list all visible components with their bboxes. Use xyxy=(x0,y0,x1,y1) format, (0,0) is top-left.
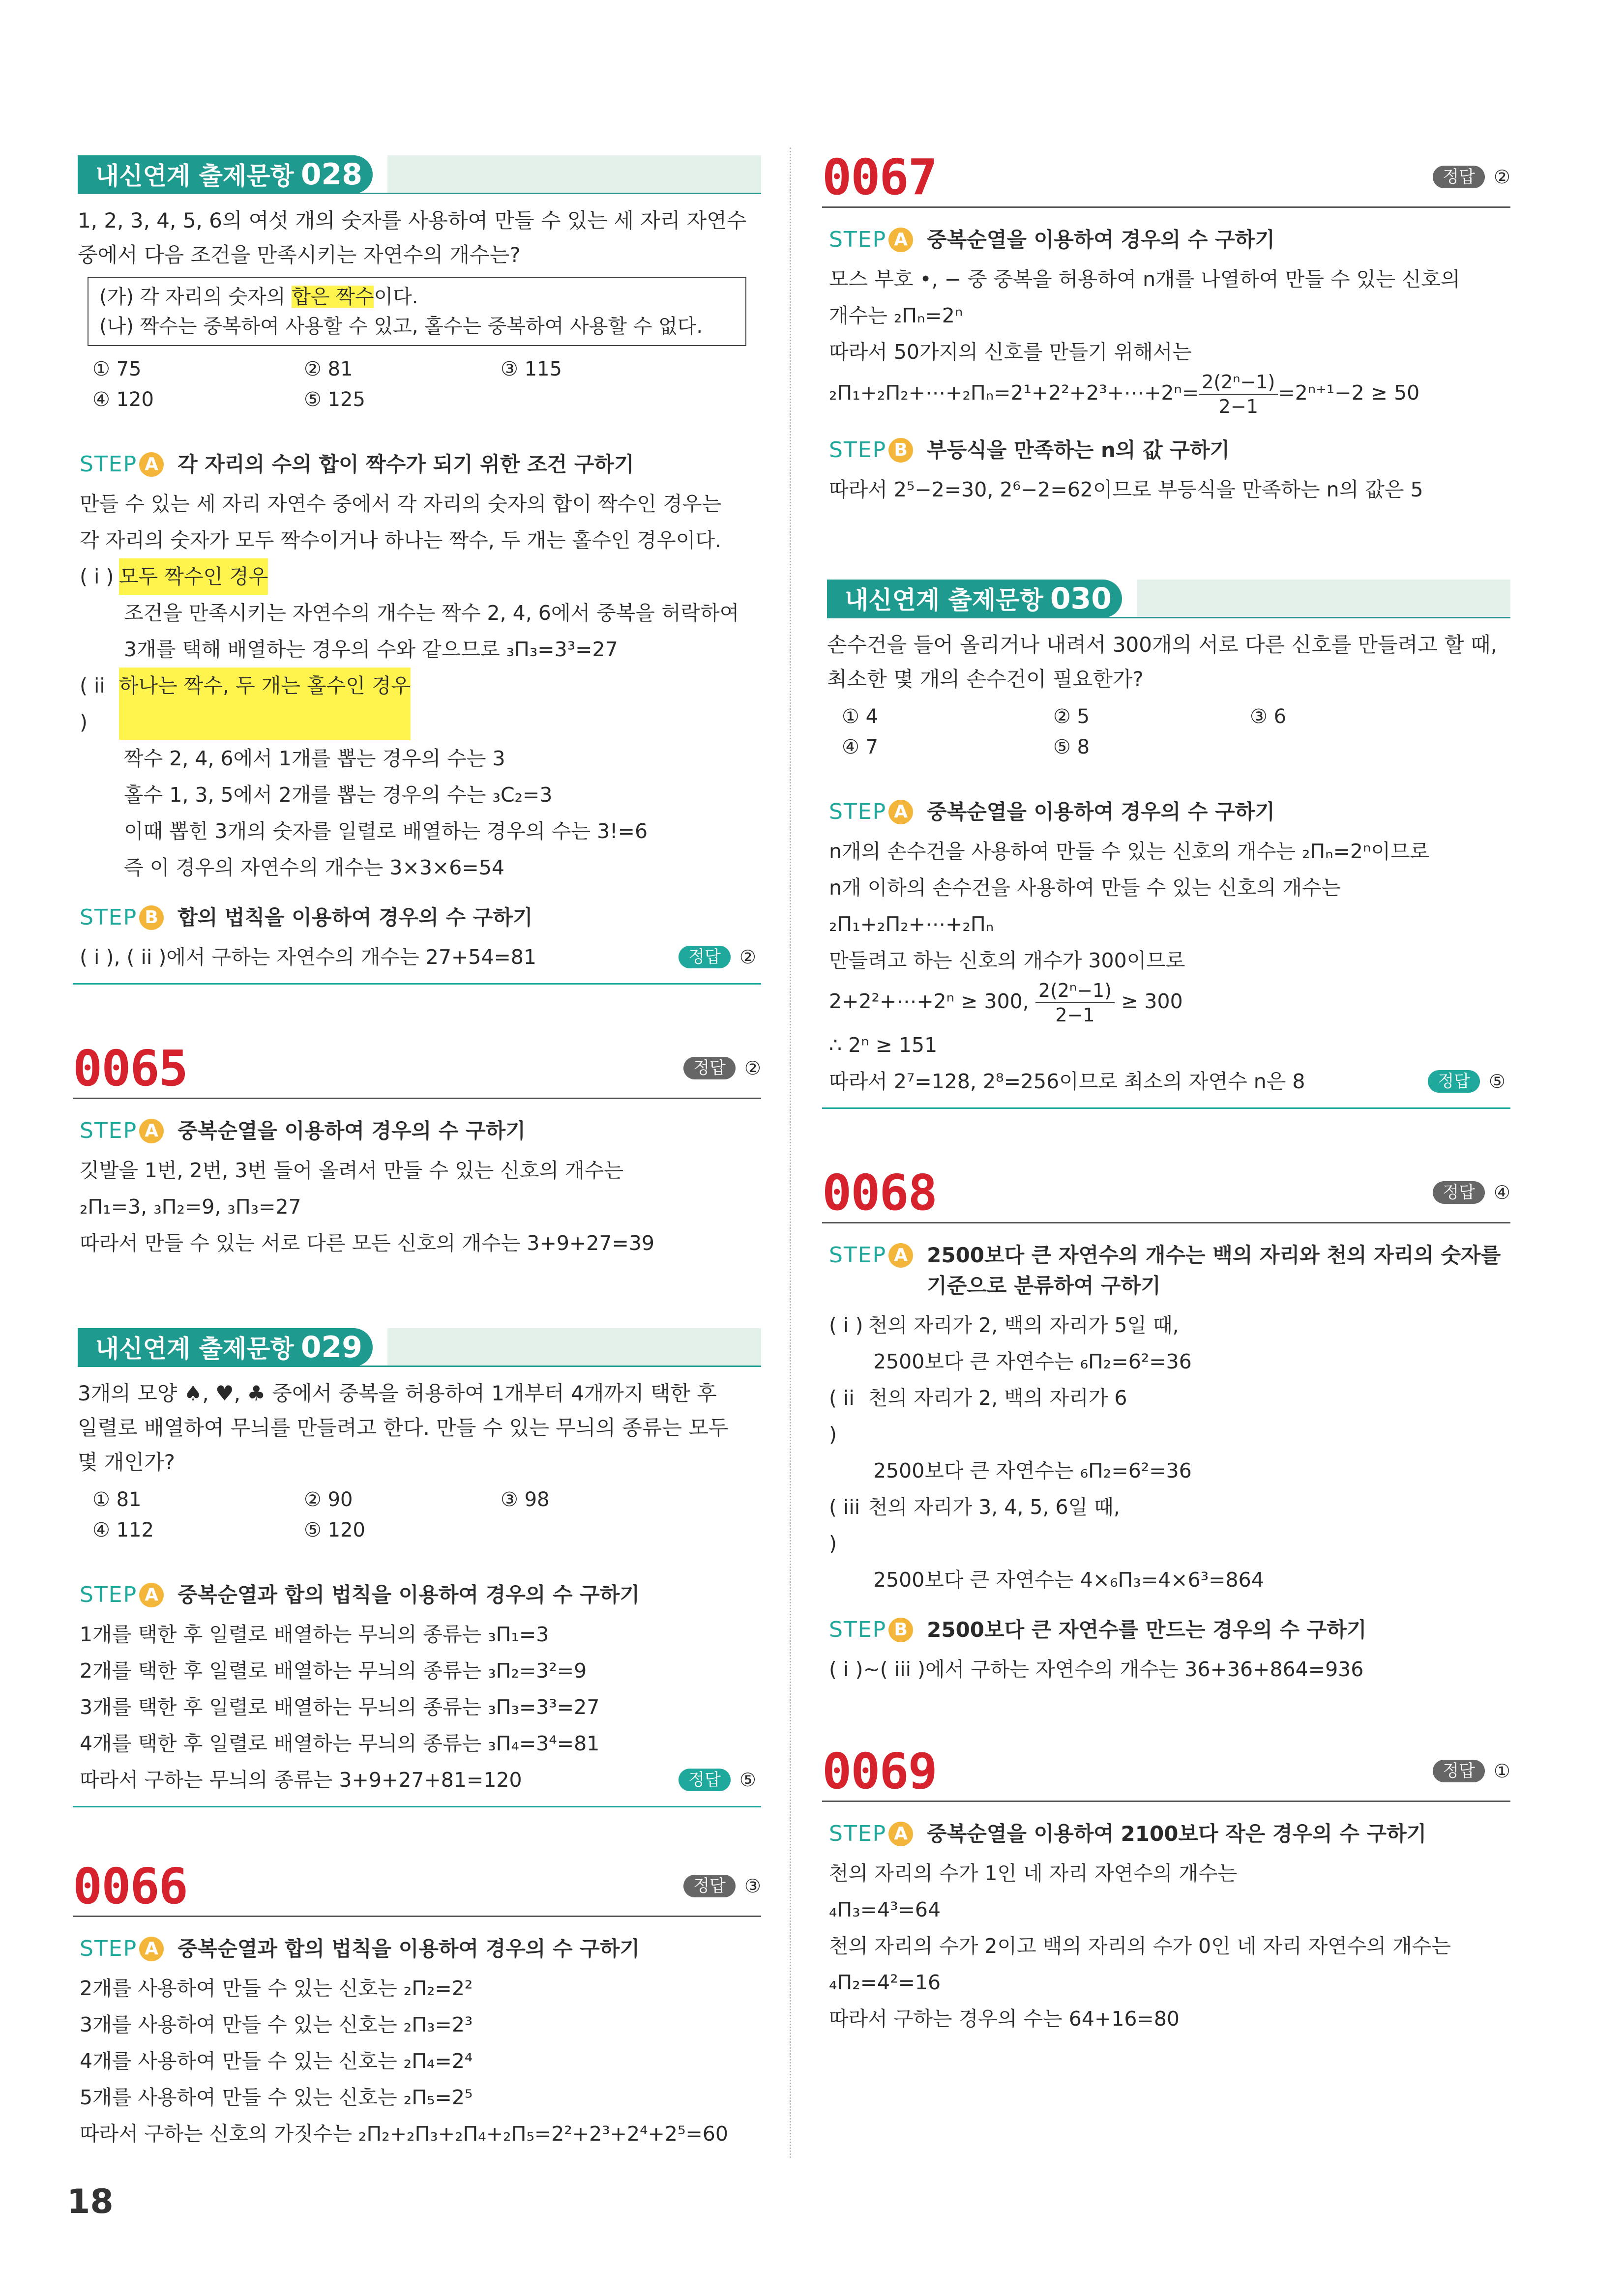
step-badge: B xyxy=(888,1618,913,1642)
choice-item: ④ 112 xyxy=(92,1519,154,1541)
p0068-step-b-body xyxy=(829,1651,1510,1687)
choice-item: ④ 120 xyxy=(92,388,154,411)
solution-line: 천의 자리의 수가 1인 네 자리 자연수의 개수는 xyxy=(829,1861,1238,1885)
solution-line: 3개를 사용하여 만들 수 있는 신호는 ₂Π₃=2³ xyxy=(80,2013,473,2036)
step-title xyxy=(927,1240,1501,1301)
choice-item: ④ 7 xyxy=(842,736,879,758)
step-label: STEP xyxy=(829,1821,887,1846)
q030-tag-number: 030 xyxy=(1050,581,1112,616)
answer-pill: 정답 xyxy=(683,1875,736,1897)
q029-tag xyxy=(78,1328,373,1366)
solution-line: 2개를 사용하여 만들 수 있는 신호는 ₂Π₂=2² xyxy=(80,1976,473,2000)
choice-item: ③ 6 xyxy=(1250,705,1287,728)
q030-header-ghost xyxy=(1137,580,1510,617)
choice-item: ② 90 xyxy=(304,1488,353,1511)
problem-number: 0066 xyxy=(73,1857,187,1915)
solution-line: 개수는 ₂Πₙ=2ⁿ xyxy=(829,304,963,327)
q030-header-line xyxy=(827,617,1510,618)
choice-item: ⑤ 125 xyxy=(304,388,365,411)
q030-end-rule xyxy=(822,1107,1510,1109)
solution-line: 2개를 택한 후 일렬로 배열하는 무늬의 종류는 ₃Π₂=3²=9 xyxy=(80,1659,587,1683)
answer-value: ③ xyxy=(744,1875,761,1897)
q030-question-line: 손수건을 들어 올리거나 내려서 300개의 서로 다른 신호를 만들려고 할 때, xyxy=(827,633,1498,657)
solution-line: 따라서 50가지의 신호를 만들기 위해서는 xyxy=(829,340,1192,364)
solution-line: ( i ), ( ii )에서 구하는 자연수의 개수는 27+54=81 xyxy=(80,945,536,969)
p0068-case-2 xyxy=(829,1380,1510,1453)
q030-tag xyxy=(827,580,1122,618)
p0067-step-a-heading xyxy=(829,225,1510,255)
p0069-body xyxy=(829,1855,1510,2037)
q029-header-line xyxy=(78,1366,761,1367)
q028-header-line xyxy=(78,193,761,194)
q029-header-ghost xyxy=(387,1328,761,1366)
problem-number: 0065 xyxy=(73,1039,187,1097)
answer-badge xyxy=(679,939,756,975)
p0066-body xyxy=(80,1970,761,2152)
q029-tag-label: 내신연계 출제문항 xyxy=(95,1335,294,1363)
step-title: 중복순열을 이용하여 경우의 수 구하기 xyxy=(927,800,1275,824)
solution-line: 2500보다 큰 자연수는 4×₆Π₃=4×6³=864 xyxy=(873,1568,1264,1592)
case-roman: ( i ) xyxy=(829,1313,863,1337)
step-label: STEP xyxy=(829,227,887,252)
answer-pill: 정답 xyxy=(1433,1181,1485,1204)
p0068-step-a-heading xyxy=(829,1240,1510,1301)
p0069-header xyxy=(822,1742,1510,1802)
solution-line: 천의 자리가 2, 백의 자리가 6 xyxy=(868,1386,1127,1410)
p0069-step-a-heading xyxy=(829,1819,1510,1849)
solution-line: 홀수 1, 3, 5에서 2개를 뽑는 경우의 수는 ₃C₂=3 xyxy=(124,783,553,807)
solution-line: 짝수 2, 4, 6에서 1개를 뽑는 경우의 수는 3 xyxy=(124,747,505,770)
answer-pill: 정답 xyxy=(1433,166,1485,188)
solution-line: 만들 수 있는 세 자리 자연수 중에서 각 자리의 숫자의 합이 짝수인 경우는 xyxy=(80,492,721,516)
solution-line: ₂Π₁+₂Π₂+⋯+₂Πₙ xyxy=(829,912,994,936)
q030-question xyxy=(827,628,1506,697)
math-expression: ₂Π₁+₂Π₂+⋯+₂Πₙ=2¹+2²+2³+⋯+2ⁿ= xyxy=(829,381,1199,405)
q030-question-line: 최소한 몇 개의 손수건이 필요한가? xyxy=(827,667,1144,691)
q028-cond-a-highlight: 합은 짝수 xyxy=(292,286,374,308)
math-expression: =2ⁿ⁺¹−2 ≥ 50 xyxy=(1278,381,1420,405)
q030-choices xyxy=(842,701,1496,762)
solution-line xyxy=(829,979,1510,1027)
q028-condition-box xyxy=(88,277,746,346)
q028-header-ghost xyxy=(387,155,761,193)
answer-value: ② xyxy=(739,946,756,968)
q029-end-rule xyxy=(73,1806,761,1807)
answer-value: ⑤ xyxy=(739,1769,756,1791)
solution-line: 따라서 구하는 신호의 가짓수는 ₂Π₂+₂Π₃+₂Π₄+₂Π₅=2²+2³+2⁴+2⁵=60 xyxy=(80,2122,728,2146)
q028-condition-b: (나) 짝수는 중복하여 사용할 수 있고, 홀수는 중복하여 사용할 수 없다. xyxy=(99,315,703,338)
step-badge: A xyxy=(139,452,164,477)
answer-badge xyxy=(1433,1181,1510,1204)
fraction-numerator: 2(2ⁿ−1) xyxy=(1199,370,1278,395)
solution-line: ₄Π₃=4³=64 xyxy=(829,1898,941,1921)
answer-pill: 정답 xyxy=(679,1769,731,1791)
p0068-header xyxy=(822,1163,1510,1223)
solution-line: 따라서 2⁷=128, 2⁸=256이므로 최소의 자연수 n은 8 xyxy=(829,1070,1305,1093)
answer-pill: 정답 xyxy=(1428,1070,1480,1093)
step-title: 중복순열을 이용하여 경우의 수 구하기 xyxy=(927,228,1275,252)
q029-question-line: 몇 개인가? xyxy=(78,1450,175,1474)
solution-line: 깃발을 1번, 2번, 3번 들어 올려서 만들 수 있는 신호의 개수는 xyxy=(80,1159,623,1182)
fraction-denominator: 2−1 xyxy=(1218,396,1258,417)
solution-line: ∴ 2ⁿ ≥ 151 xyxy=(829,1033,938,1057)
solution-line: 2500보다 큰 자연수는 ₆Π₂=6²=36 xyxy=(873,1350,1192,1373)
step-badge: A xyxy=(888,1822,913,1846)
q029-question xyxy=(78,1376,756,1480)
answer-badge xyxy=(1433,166,1510,188)
step-title-line: 기준으로 분류하여 구하기 xyxy=(927,1274,1161,1298)
math-expression: 2+2²+⋯+2ⁿ ≥ 300, xyxy=(829,989,1035,1013)
q030-final-row xyxy=(829,1063,1510,1100)
q028-tag-label: 내신연계 출제문항 xyxy=(95,162,294,190)
p0067-step-b-body xyxy=(829,471,1510,508)
solution-line: 모스 부호 •, − 중 중복을 허용하여 n개를 나열하여 만들 수 있는 신호의 xyxy=(829,267,1460,291)
fraction xyxy=(1035,979,1115,1027)
left-column xyxy=(73,147,761,2152)
p0067-step-a-body xyxy=(829,261,1510,418)
p0065-header xyxy=(73,1039,761,1099)
step-badge: B xyxy=(888,438,913,463)
math-expression: ≥ 300 xyxy=(1115,989,1183,1013)
solution-line: ₂Π₁=3, ₃Π₂=9, ₃Π₃=27 xyxy=(80,1195,301,1219)
step-title: 중복순열과 합의 법칙을 이용하여 경우의 수 구하기 xyxy=(177,1937,640,1961)
step-label: STEP xyxy=(829,437,887,463)
answer-value: ② xyxy=(1493,166,1510,188)
q028-question-line: 1, 2, 3, 4, 5, 6의 여섯 개의 숫자를 사용하여 만들 수 있는 세 자리 자연수 xyxy=(78,208,747,233)
step-badge: A xyxy=(888,228,913,252)
answer-badge xyxy=(683,1875,761,1897)
p0068-step-a-body xyxy=(829,1307,1510,1598)
answer-value: ⑤ xyxy=(1488,1071,1506,1092)
p0065-step-a-heading xyxy=(80,1116,761,1146)
solution-line: 따라서 2⁵−2=30, 2⁶−2=62이므로 부등식을 만족하는 n의 값은 5 xyxy=(829,478,1423,501)
choice-item: ⑤ 8 xyxy=(1053,736,1090,758)
step-label: STEP xyxy=(80,905,138,930)
step-title: 중복순열과 합의 법칙을 이용하여 경우의 수 구하기 xyxy=(177,1583,640,1607)
solution-line: 천의 자리가 3, 4, 5, 6일 때, xyxy=(868,1495,1120,1519)
case-roman: ( iii ) xyxy=(829,1495,860,1555)
answer-pill: 정답 xyxy=(1433,1760,1485,1782)
solution-line: 각 자리의 숫자가 모두 짝수이거나 하나는 짝수, 두 개는 홀수인 경우이다. xyxy=(80,528,721,552)
step-title: 부등식을 만족하는 n의 값 구하기 xyxy=(927,438,1230,462)
step-label: STEP xyxy=(829,799,887,824)
answer-pill: 정답 xyxy=(679,946,731,968)
case-title: 모두 짝수인 경우 xyxy=(119,558,268,595)
q028-condition-a xyxy=(99,282,735,312)
p0067-header xyxy=(822,147,1510,208)
choice-item: ② 5 xyxy=(1053,705,1090,728)
p0068-step-b-heading xyxy=(829,1615,1510,1645)
q029-tag-number: 029 xyxy=(300,1330,363,1365)
case-roman: ( ii ) xyxy=(829,1386,855,1446)
solution-line: 2500보다 큰 자연수는 ₆Π₂=6²=36 xyxy=(873,1459,1192,1482)
step-badge: A xyxy=(139,1119,164,1143)
answer-badge xyxy=(683,1057,761,1079)
p0066-header xyxy=(73,1857,761,1917)
step-badge: A xyxy=(139,1937,164,1961)
step-label: STEP xyxy=(80,1118,138,1143)
solution-line: 1개를 택한 후 일렬로 배열하는 무늬의 종류는 ₃Π₁=3 xyxy=(80,1623,549,1646)
choice-item: ⑤ 120 xyxy=(304,1519,365,1541)
solution-line: 천의 자리가 2, 백의 자리가 5일 때, xyxy=(868,1313,1179,1337)
step-badge: A xyxy=(888,1243,913,1268)
q030-tag-label: 내신연계 출제문항 xyxy=(845,586,1043,614)
q028-question-line: 중에서 다음 조건을 만족시키는 자연수의 개수는? xyxy=(78,243,521,267)
q028-step-a-heading xyxy=(80,449,761,480)
page-number: 18 xyxy=(67,2182,114,2221)
q029-final-row xyxy=(80,1762,761,1798)
q029-question-line: 3개의 모양 ♠, ♥, ♣ 중에서 중복을 허용하여 1개부터 4개까지 택한 후 xyxy=(78,1381,717,1405)
choice-item: ① 81 xyxy=(92,1488,142,1511)
solution-line: 즉 이 경우의 자연수의 개수는 3×3×6=54 xyxy=(124,856,504,879)
step-label: STEP xyxy=(80,1936,138,1961)
step-label: STEP xyxy=(829,1617,887,1642)
choice-item: ③ 115 xyxy=(501,358,562,380)
q030-header xyxy=(822,572,1510,621)
solution-line: n개의 손수건을 사용하여 만들 수 있는 신호의 개수는 ₂Πₙ=2ⁿ이므로 xyxy=(829,840,1430,863)
solution-line: n개 이하의 손수건을 사용하여 만들 수 있는 신호의 개수는 xyxy=(829,876,1341,900)
answer-value: ① xyxy=(1493,1760,1510,1782)
q028-case-2 xyxy=(80,668,761,740)
solution-line: 조건을 만족시키는 자연수의 개수는 짝수 2, 4, 6에서 중복을 허락하여 xyxy=(124,601,739,625)
q028-step-a-body xyxy=(80,486,761,886)
step-badge: A xyxy=(139,1583,164,1607)
step-title: 2500보다 큰 자연수를 만드는 경우의 수 구하기 xyxy=(927,1618,1367,1642)
solution-line: 이때 뽑힌 3개의 숫자를 일렬로 배열하는 경우의 수는 3!=6 xyxy=(124,819,648,843)
column-divider xyxy=(790,147,791,2158)
q030-body xyxy=(829,833,1510,1100)
q028-question xyxy=(78,203,756,272)
q028-cond-a-pre: (가) 각 자리의 숫자의 xyxy=(99,286,292,308)
step-title: 합의 법칙을 이용하여 경우의 수 구하기 xyxy=(177,905,533,930)
q029-body xyxy=(80,1616,761,1798)
step-label: STEP xyxy=(829,1243,887,1268)
fraction-numerator: 2(2ⁿ−1) xyxy=(1035,979,1115,1003)
choice-item: ① 4 xyxy=(842,705,879,728)
solution-line: 따라서 구하는 경우의 수는 64+16=80 xyxy=(829,2007,1180,2031)
case-title: 하나는 짝수, 두 개는 홀수인 경우 xyxy=(119,668,411,740)
q029-step-a-heading xyxy=(80,1580,761,1610)
fraction xyxy=(1199,370,1278,418)
step-title: 중복순열을 이용하여 경우의 수 구하기 xyxy=(177,1119,526,1143)
solution-line: 따라서 만들 수 있는 서로 다른 모든 신호의 개수는 3+9+27=39 xyxy=(80,1231,654,1255)
q028-cond-a-post: 이다. xyxy=(374,286,418,308)
step-label: STEP xyxy=(80,1582,138,1607)
q028-choices xyxy=(92,354,746,415)
choice-item: ② 81 xyxy=(304,358,353,380)
step-badge: A xyxy=(888,800,913,824)
step-badge: B xyxy=(139,905,164,930)
problem-number: 0067 xyxy=(822,148,937,206)
p0065-body xyxy=(80,1152,761,1261)
q028-header xyxy=(73,147,761,197)
solution-line: 따라서 구하는 무늬의 종류는 3+9+27+81=120 xyxy=(80,1768,522,1792)
solution-line xyxy=(829,370,1510,418)
choice-item: ① 75 xyxy=(92,358,142,380)
p0067-step-b-heading xyxy=(829,435,1510,465)
q028-case-1 xyxy=(80,558,761,595)
q029-header xyxy=(73,1320,761,1369)
answer-value: ② xyxy=(744,1057,761,1079)
step-title: 중복순열을 이용하여 2100보다 작은 경우의 수 구하기 xyxy=(927,1822,1427,1846)
answer-badge xyxy=(1433,1760,1510,1782)
answer-badge xyxy=(1428,1063,1506,1100)
choice-item: ③ 98 xyxy=(501,1488,550,1511)
solution-line: 5개를 사용하여 만들 수 있는 신호는 ₂Π₅=2⁵ xyxy=(80,2086,473,2109)
p0066-step-a-heading xyxy=(80,1934,761,1964)
solution-line: ₄Π₂=4²=16 xyxy=(829,1971,941,1994)
q028-end-rule xyxy=(73,983,761,985)
q028-tag-number: 028 xyxy=(300,157,363,192)
case-roman: ( i ) xyxy=(80,565,114,588)
q028-step-b-body xyxy=(80,939,761,975)
case-roman: ( ii ) xyxy=(80,674,105,734)
q030-step-a-heading xyxy=(829,797,1510,827)
solution-line: 3개를 택해 배열하는 경우의 수와 같으므로 ₃Π₃=3³=27 xyxy=(124,638,618,661)
solution-line: 천의 자리의 수가 2이고 백의 자리의 수가 0인 네 자리 자연수의 개수는 xyxy=(829,1934,1451,1958)
solution-line: 4개를 사용하여 만들 수 있는 신호는 ₂Π₄=2⁴ xyxy=(80,2049,473,2073)
q028-step-b-heading xyxy=(80,902,761,933)
answer-badge xyxy=(679,1762,756,1798)
solution-line: 3개를 택한 후 일렬로 배열하는 무늬의 종류는 ₃Π₃=3³=27 xyxy=(80,1695,600,1719)
answer-value: ④ xyxy=(1493,1182,1510,1203)
step-label: STEP xyxy=(80,452,138,477)
q029-question-line: 일렬로 배열하여 무늬를 만들려고 한다. 만들 수 있는 무늬의 종류는 모두 xyxy=(78,1416,729,1440)
answer-pill: 정답 xyxy=(683,1057,736,1079)
solution-line: 4개를 택한 후 일렬로 배열하는 무늬의 종류는 ₃Π₄=3⁴=81 xyxy=(80,1732,600,1755)
q028-tag xyxy=(78,155,373,194)
right-column xyxy=(822,147,1510,2037)
fraction-denominator: 2−1 xyxy=(1055,1004,1095,1026)
solution-line: 만들려고 하는 신호의 개수가 300이므로 xyxy=(829,949,1185,972)
step-title: 각 자리의 수의 합이 짝수가 되기 위한 조건 구하기 xyxy=(177,452,634,476)
problem-number: 0068 xyxy=(822,1163,937,1221)
p0068-case-3 xyxy=(829,1489,1510,1562)
q029-choices xyxy=(92,1484,746,1545)
step-title-line: 2500보다 큰 자연수의 개수는 백의 자리와 천의 자리의 숫자를 xyxy=(927,1243,1501,1267)
solution-line: ( i )~( iii )에서 구하는 자연수의 개수는 36+36+864=936 xyxy=(829,1657,1364,1681)
p0068-case-1 xyxy=(829,1307,1510,1343)
problem-number: 0069 xyxy=(822,1742,937,1800)
